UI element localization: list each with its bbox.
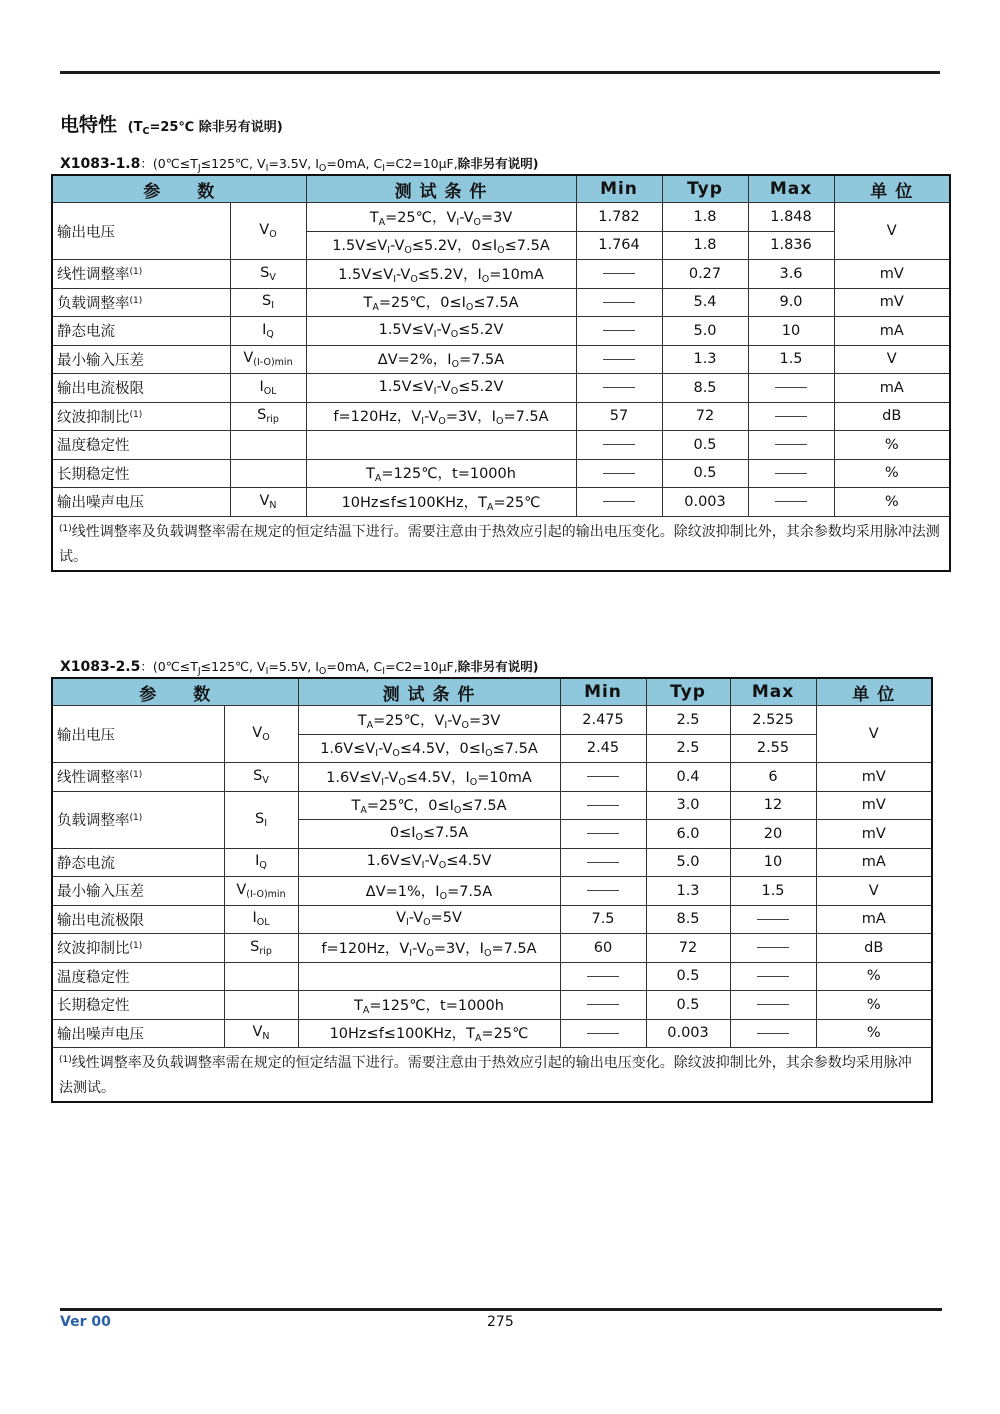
min-value [560, 1019, 646, 1048]
unit: mA [816, 905, 932, 934]
table-2 [51, 677, 933, 1103]
table-row [52, 431, 950, 460]
table-2-conditions-suffix: 除非另有说明) [457, 659, 539, 674]
test-condition: $T_A=25℃$，$V_I-V_O=3V$ [298, 706, 560, 735]
table-row [52, 345, 950, 374]
table-2-header-condition: 测 试 条 件 [298, 678, 560, 706]
table-row [52, 706, 932, 735]
max-value [730, 905, 816, 934]
param-symbol: $V_N$ [230, 488, 306, 517]
param-symbol: $V_O$ [224, 706, 298, 763]
typ-value: 5.0 [646, 848, 730, 877]
test-condition: $1.6V\le V_I-V_O\le 4.5V$，$I_O=10mA$ [298, 763, 560, 792]
test-condition: $T_A=125℃$，t=1000h [298, 991, 560, 1020]
typ-value: 8.5 [662, 374, 748, 403]
min-value [560, 791, 646, 820]
test-condition [298, 962, 560, 991]
param-name: 输出电压 [52, 706, 224, 763]
min-value [576, 459, 662, 488]
table-row [52, 260, 950, 289]
table-1-header-min: Min [576, 175, 662, 203]
table-row [52, 1019, 932, 1048]
max-value: 20 [730, 820, 816, 849]
typ-value: 0.27 [662, 260, 748, 289]
max-value [748, 488, 834, 517]
max-value: 9.0 [748, 288, 834, 317]
param-symbol: $S_{rip}$ [224, 934, 298, 963]
min-value [576, 317, 662, 346]
test-condition: $1.5V\le V_I-V_O\le 5.2V$ [306, 374, 576, 403]
param-name: 温度稳定性 [52, 431, 230, 460]
typ-value: 72 [662, 402, 748, 431]
param-name: 最小输入压差 [52, 345, 230, 374]
table-2-conditions: ($0℃\le T_J\le 125℃$, $V_I=5.5V$, $I_O=0mA$, $C_I=C2=10\mu F$, [152, 659, 458, 677]
typ-value: 1.8 [662, 231, 748, 260]
table-row [52, 905, 932, 934]
test-condition: $1.5V\le V_I-V_O\le 5.2V$，$0\le I_O\le 7.5A$ [306, 231, 576, 260]
typ-value: 72 [646, 934, 730, 963]
unit: % [834, 431, 950, 460]
typ-value: 0.4 [646, 763, 730, 792]
typ-value: 3.0 [646, 791, 730, 820]
param-symbol: $V_N$ [224, 1019, 298, 1048]
typ-value: 1.3 [646, 877, 730, 906]
min-value [576, 260, 662, 289]
table-row [52, 488, 950, 517]
unit: dB [816, 934, 932, 963]
min-value: 1.764 [576, 231, 662, 260]
test-condition: $T_A=125℃$，t=1000h [306, 459, 576, 488]
table-1-body [52, 203, 950, 571]
table-note: $^{(1)}$线性调整率及负载调整率需在规定的恒定结温下进行。需要注意由于热效应引起的输出电压变化。除纹波抑制比外，其余参数均采用脉冲法测试。 [52, 1048, 932, 1103]
table-note: $^{(1)}$线性调整率及负载调整率需在规定的恒定结温下进行。需要注意由于热效应引起的输出电压变化。除纹波抑制比外，其余参数均采用脉冲法测试。 [52, 516, 950, 571]
max-value [748, 459, 834, 488]
param-name: 线性调整率$^{(1)}$ [52, 763, 224, 792]
table-row [52, 402, 950, 431]
unit: V [834, 203, 950, 260]
unit: dB [834, 402, 950, 431]
max-value: 12 [730, 791, 816, 820]
test-condition: $1.5V\le V_I-V_O\le 5.2V$，$I_O=10mA$ [306, 260, 576, 289]
unit: mV [816, 820, 932, 849]
max-value: 10 [730, 848, 816, 877]
param-symbol [230, 431, 306, 460]
max-value [730, 934, 816, 963]
min-value: 57 [576, 402, 662, 431]
typ-value: 0.5 [646, 962, 730, 991]
max-value: 10 [748, 317, 834, 346]
param-symbol: $S_{rip}$ [230, 402, 306, 431]
typ-value: 2.5 [646, 734, 730, 763]
unit: mA [834, 374, 950, 403]
table-row [52, 288, 950, 317]
table-row [52, 877, 932, 906]
unit: V [816, 877, 932, 906]
min-value [560, 962, 646, 991]
param-name: 长期稳定性 [52, 991, 224, 1020]
table-note-row [52, 516, 950, 571]
param-name: 负载调整率$^{(1)}$ [52, 791, 224, 848]
param-name: 输出噪声电压 [52, 1019, 224, 1048]
test-condition: $T_A=25℃$，$0\le I_O\le 7.5A$ [298, 791, 560, 820]
max-value [730, 1019, 816, 1048]
unit: % [816, 991, 932, 1020]
param-symbol: $V_O$ [230, 203, 306, 260]
table-row [52, 791, 932, 820]
test-condition [306, 431, 576, 460]
table-1-header-param: 参 数 [52, 175, 306, 203]
table-1-header-condition: 测 试 条 件 [306, 175, 576, 203]
max-value: 1.836 [748, 231, 834, 260]
max-value [730, 962, 816, 991]
param-symbol: $S_V$ [230, 260, 306, 289]
param-symbol: $S_I$ [224, 791, 298, 848]
table-1-header-unit: 单 位 [834, 175, 950, 203]
table-row [52, 962, 932, 991]
min-value [560, 763, 646, 792]
param-symbol [224, 962, 298, 991]
min-value [560, 848, 646, 877]
max-value: 2.525 [730, 706, 816, 735]
param-symbol: $V_{(I-O)min}$ [230, 345, 306, 374]
test-condition: ΔV=2%，$I_O=7.5A$ [306, 345, 576, 374]
test-condition: f=120Hz，$V_I-V_O=3V$，$I_O=7.5A$ [306, 402, 576, 431]
param-name: 温度稳定性 [52, 962, 224, 991]
param-name: 负载调整率$^{(1)}$ [52, 288, 230, 317]
param-symbol: $I_{OL}$ [230, 374, 306, 403]
min-value: 2.45 [560, 734, 646, 763]
table-1-header-row [52, 175, 950, 203]
param-symbol [230, 459, 306, 488]
param-symbol [224, 991, 298, 1020]
max-value: 1.848 [748, 203, 834, 232]
min-value: 2.475 [560, 706, 646, 735]
table-1-model: X1083-1.8 [60, 156, 141, 172]
param-symbol: $I_{OL}$ [224, 905, 298, 934]
param-symbol: $I_Q$ [224, 848, 298, 877]
test-condition: $1.6V\le V_I-V_O\le 4.5V$，$0\le I_O\le 7.5A$ [298, 734, 560, 763]
param-name: 静态电流 [52, 848, 224, 877]
test-condition: f=120Hz，$V_I-V_O=3V$，$I_O=7.5A$ [298, 934, 560, 963]
table-row [52, 203, 950, 232]
table-1-header-max: Max [748, 175, 834, 203]
unit: mV [816, 763, 932, 792]
min-value [560, 991, 646, 1020]
param-name: 输出电流极限 [52, 905, 224, 934]
unit: mV [834, 288, 950, 317]
table-1-colon: ： [140, 156, 153, 171]
max-value: 3.6 [748, 260, 834, 289]
typ-value: 1.3 [662, 345, 748, 374]
test-condition: $1.5V\le V_I-V_O\le 5.2V$ [306, 317, 576, 346]
typ-value: 8.5 [646, 905, 730, 934]
typ-value: 0.003 [646, 1019, 730, 1048]
test-condition: 10Hz≤f≤100KHz，$T_A=25℃$ [298, 1019, 560, 1048]
section-title-condition: ($T_C=25℃$ 除非另有说明) [127, 120, 283, 137]
min-value: 60 [560, 934, 646, 963]
unit: % [816, 962, 932, 991]
param-name: 长期稳定性 [52, 459, 230, 488]
unit: V [834, 345, 950, 374]
table-2-colon: ： [140, 659, 153, 674]
table-row [52, 848, 932, 877]
typ-value: 5.0 [662, 317, 748, 346]
table-2-body [52, 706, 932, 1103]
table-1-conditions-suffix: 除非另有说明) [457, 156, 539, 171]
table-row [52, 459, 950, 488]
table-2-model: X1083-2.5 [60, 659, 141, 675]
max-value: 1.5 [730, 877, 816, 906]
max-value [730, 991, 816, 1020]
unit: % [834, 459, 950, 488]
min-value [576, 488, 662, 517]
section-title [60, 110, 283, 137]
table-2-header-typ: Typ [646, 678, 730, 706]
table-1 [51, 174, 951, 572]
max-value [748, 374, 834, 403]
table-2-caption [60, 657, 538, 677]
typ-value: 5.4 [662, 288, 748, 317]
table-1-conditions: ($0℃\le T_J\le 125℃$, $V_I=3.5V$, $I_O=0mA$, $C_I=C2=10\mu F$, [152, 156, 458, 174]
header-rule [60, 71, 940, 74]
min-value: 1.782 [576, 203, 662, 232]
typ-value: 0.003 [662, 488, 748, 517]
unit: V [816, 706, 932, 763]
table-2-header-param: 参 数 [52, 678, 298, 706]
test-condition: 10Hz≤f≤100KHz，$T_A=25℃$ [306, 488, 576, 517]
table-1-header-typ: Typ [662, 175, 748, 203]
min-value: 7.5 [560, 905, 646, 934]
unit: % [834, 488, 950, 517]
param-symbol: $S_I$ [230, 288, 306, 317]
table-2-header-min: Min [560, 678, 646, 706]
param-name: 输出电流极限 [52, 374, 230, 403]
param-name: 输出电压 [52, 203, 230, 260]
typ-value: 0.5 [646, 991, 730, 1020]
test-condition: $1.6V\le V_I-V_O\le 4.5V$ [298, 848, 560, 877]
test-condition: $0\le I_O\le 7.5A$ [298, 820, 560, 849]
max-value: 6 [730, 763, 816, 792]
test-condition: $T_A=25℃$，$0\le I_O\le 7.5A$ [306, 288, 576, 317]
min-value [576, 431, 662, 460]
min-value [560, 820, 646, 849]
param-name: 线性调整率$^{(1)}$ [52, 260, 230, 289]
max-value [748, 431, 834, 460]
table-1-caption [60, 154, 538, 174]
section-title-text: 电特性 [60, 114, 118, 136]
table-row [52, 934, 932, 963]
test-condition: $V_I-V_O=5V$ [298, 905, 560, 934]
unit: mA [834, 317, 950, 346]
max-value: 1.5 [748, 345, 834, 374]
test-condition: $T_A=25℃$，$V_I-V_O=3V$ [306, 203, 576, 232]
unit: mA [816, 848, 932, 877]
table-row [52, 374, 950, 403]
param-name: 最小输入压差 [52, 877, 224, 906]
footer-page-number: 275 [487, 1314, 514, 1330]
table-2-header-unit: 单 位 [816, 678, 932, 706]
typ-value: 0.5 [662, 431, 748, 460]
test-condition: ΔV=1%，$I_O=7.5A$ [298, 877, 560, 906]
table-note-row [52, 1048, 932, 1103]
typ-value: 1.8 [662, 203, 748, 232]
table-row [52, 763, 932, 792]
min-value [576, 374, 662, 403]
table-row [52, 317, 950, 346]
table-row [52, 991, 932, 1020]
typ-value: 0.5 [662, 459, 748, 488]
unit: % [816, 1019, 932, 1048]
min-value [560, 877, 646, 906]
table-2-header-max: Max [730, 678, 816, 706]
table-2-header-row [52, 678, 932, 706]
param-name: 纹波抑制比$^{(1)}$ [52, 934, 224, 963]
min-value [576, 345, 662, 374]
param-symbol: $I_Q$ [230, 317, 306, 346]
unit: mV [834, 260, 950, 289]
max-value: 2.55 [730, 734, 816, 763]
param-name: 纹波抑制比$^{(1)}$ [52, 402, 230, 431]
typ-value: 6.0 [646, 820, 730, 849]
max-value [748, 402, 834, 431]
footer-version: Ver 00 [60, 1314, 111, 1330]
footer-rule [60, 1308, 942, 1311]
unit: mV [816, 791, 932, 820]
typ-value: 2.5 [646, 706, 730, 735]
param-name: 输出噪声电压 [52, 488, 230, 517]
param-name: 静态电流 [52, 317, 230, 346]
param-symbol: $V_{(I-O)min}$ [224, 877, 298, 906]
param-symbol: $S_V$ [224, 763, 298, 792]
min-value [576, 288, 662, 317]
